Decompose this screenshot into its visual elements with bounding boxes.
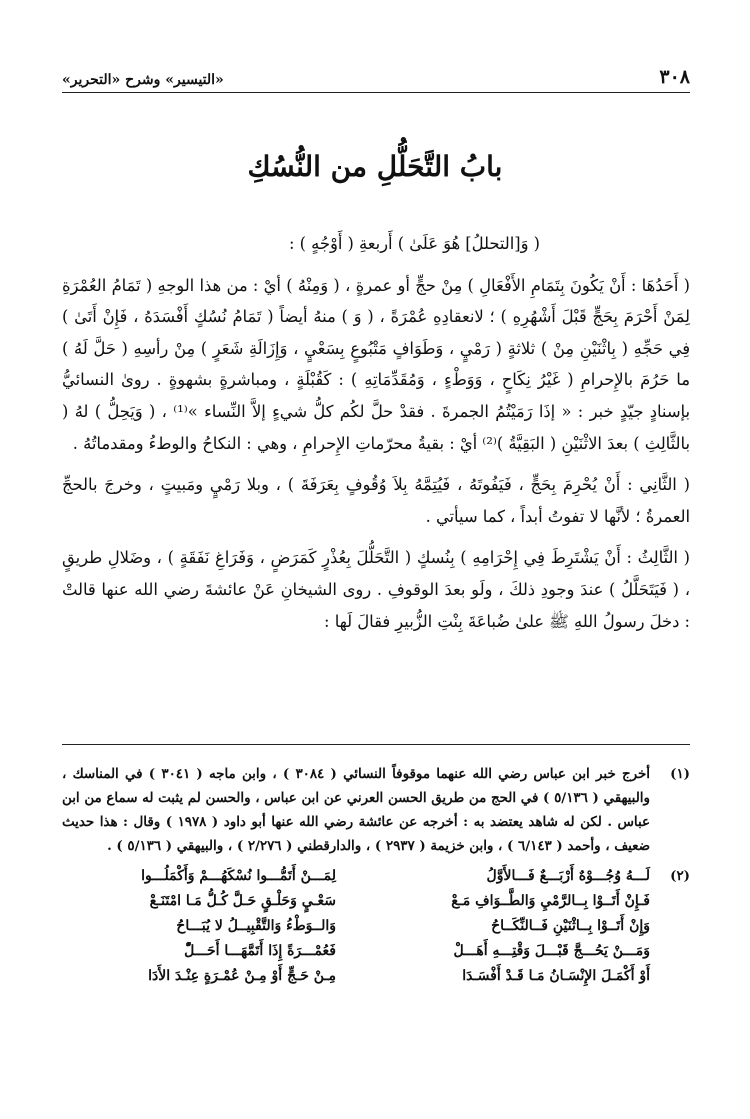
main-text	[62, 228, 690, 637]
poem-line: فَعُمْـــرَةً إِذَا أَتَمَّهَـــا أَحَـــلّْ	[184, 943, 336, 959]
intro-line: ( وَ[التحللُ] هُوَ عَلَىٰ ) أَربعةِ ( أَوْجُهٍ ) :	[288, 234, 540, 253]
header-rule	[62, 92, 690, 93]
footnote-text: أخرج خبر ابن عباس رضي الله عنهما موقوفاً النسائي ( ٣٠٨٤ ) ، وابن ماجه ( ٣٠٤١ ) في المناسك ، والبيهقي ( ٥/١٣٦ ) في الحج من طريق الحسن العرني عن ابن عباس ، والحسن لم يثبت له سماع من ابن عباس . لكن له شاهد يعتضد به : أخرجه عن عائشة رضي الله عنها أبو داود ( ١٩٧٨ ) وقال : هذا حديث ضعيف ، وأحمد ( ٦/١٤٣ ) ، وابن خزيمة ( ٢٩٣٧ ) ، والدارقطني ( ٢/٢٧٦ ) ، والبيهقي ( ٥/١٣٦ ) .	[62, 766, 651, 854]
poem-line: مِـنْ حَـجٍّ أَوْ مِـنْ عُمْـرَةٍ عِنْـدَ الأَدَا	[148, 968, 336, 984]
poem-line: وَإِنْ أَتَــوْا بِــاثْنَيْنِ فَــالنِّكَــاحُ	[491, 918, 650, 934]
chapter-title: بابُ التَّحَلُّلِ من النُّسُكِ	[247, 150, 503, 183]
footnote	[62, 762, 690, 858]
footnote-rule	[62, 744, 690, 745]
poem-line: لَـــهُ وُجُـــوْهٌ أَرْبَـــعٌ فَـــالأَوَّلُ	[486, 868, 650, 884]
poem-line: سَعْـيٍ وَحَلْـقٍ حَـلَّ كُـلُّ مَـا امْتَنَـعْ	[149, 893, 336, 909]
poem-line: وَالــوَطْءُ وَالتَّقْبِيــلُ لا يُبَـــاحُ	[176, 918, 336, 934]
running-title: «التيسير» وشرح «التحرير»	[62, 72, 224, 88]
page-header	[62, 60, 690, 88]
footnotes	[62, 762, 690, 989]
paragraph-second-way: ( الثَّانِي : أَنْ يُحْرِمَ بِحَجٍّ ، فَيَفُوتَهُ ، فَيُتِمَّهُ بِلاَ وُقُوفٍ بِعَرَفَةَ ) ، وبلا رَمْيٍ ومَبيتٍ ، وخرجَ بالحجِّ العمرةُ ؛ لأنَّها لا تفوتُ أبداً ، كما سيأتي .	[62, 475, 690, 526]
paragraph-third-way: ( الثَّالِثُ : أَنْ يَشْتَرِطَ فِي إِحْرَامِهِ ) بِنُسكٍ ( التَّحَلُّلَ بِعُذْرٍ كَمَرَضٍ ، وَفَرَاغِ نَفَقَةٍ ) ، وضَلالِ طريقٍ ، ( فَيَتَحَلَّلُ ) عندَ وجودِ ذلكَ ، ولَو بعدَ الوقوفِ . روى الشيخانِ عَنْ عائشةَ رضي الله عنها قالتْ : دخلَ رسولُ اللهِ ﷺ علىٰ ضُباعَةَ بِنْتِ الزُّبيرِ فقالَ لَها :	[62, 548, 690, 631]
poem-line: وَمَـــنْ يَحُـــجَّ قَبْـــلَ وَقْتِـــهِ أَهَـــلْ	[453, 943, 650, 959]
footnote-number: (١)	[670, 766, 690, 782]
poem-second-hemistichs	[62, 864, 336, 989]
poem-first-hemistichs	[376, 864, 650, 989]
poem-line: لِمَـــنْ أَتَمُّـــوا نُسْكَهُـــمْ وَأَكْمَلُـــوا	[141, 868, 336, 884]
footnote-number: (٢)	[670, 868, 690, 884]
paragraph-first-way: ( أَحَدُهَا : أَنْ يَكُونَ بِتَمَامِ الأَفْعَالِ ) مِنْ حجٍّ أو عمرةٍ ، ( وَمِنْهُ ) أيْ : من هذا الوجهِ ( تَمَامُ العُمْرَةِ لِمَنْ أَحْرَمَ بِحَجٍّ قَبْلَ أَشْهُرِهِ ) ؛ لانعقادِهِ عُمْرَةً ، ( وَ ) منهُ أيضاً ( تَمَامُ نُسُكٍ أَفْسَدَهُ ، فَإِنْ أَتَىٰ ) فِي حَجِّهِ ( بِاثْنَيْنِ مِنْ ) ثلاثةٍ ( رَمْيٍ ، وَطَوَافٍ مَتْبُوعٍ بِسَعْيٍ ، وَإِزَالَةِ شَعَرٍ ) مِنْ رأسِهِ ( حَلَّ لَهُ ) ما حَرُمَ بالإِحرامِ ( غَيْرُ نِكَاحٍ ، وَوَطْءٍ ، وَمُقَدِّمَاتِهِ ) : كَقُبْلَةٍ ، ومباشرةٍ بشهوةٍ . روىٰ النسائيُّ بإسنادٍ جيّدٍ خبر : « إذَا رَمَيْتُمُ الجمرةَ . فقدْ حلَّ لكُم كلُّ شيءٍ إلاَّ النِّساء »⁽¹⁾ ، ( وَيَحِلُّ ) لهُ ( بالثَّالِثِ ) بعدَ الاثْنَيْنِ ( البَقِيَّةُ )⁽²⁾ أيْ : بقيةُ محرّماتِ الإِحرامِ ، وهي : النكاحُ والوطءُ ومقدماتُهُ .	[62, 275, 690, 453]
poem-line: أَوْ أَكْمَـلَ الإِنْسَـانُ مَـا قَـدْ أَفْسَـدَا	[462, 968, 650, 984]
footnote-poem	[62, 864, 690, 989]
page-number: ٣٠٨	[659, 66, 690, 88]
poem-line: فَـإِنْ أَتَــوْا بِــالرَّمْيِ وَالطَّــوَافِ مَـعْ	[451, 893, 650, 909]
